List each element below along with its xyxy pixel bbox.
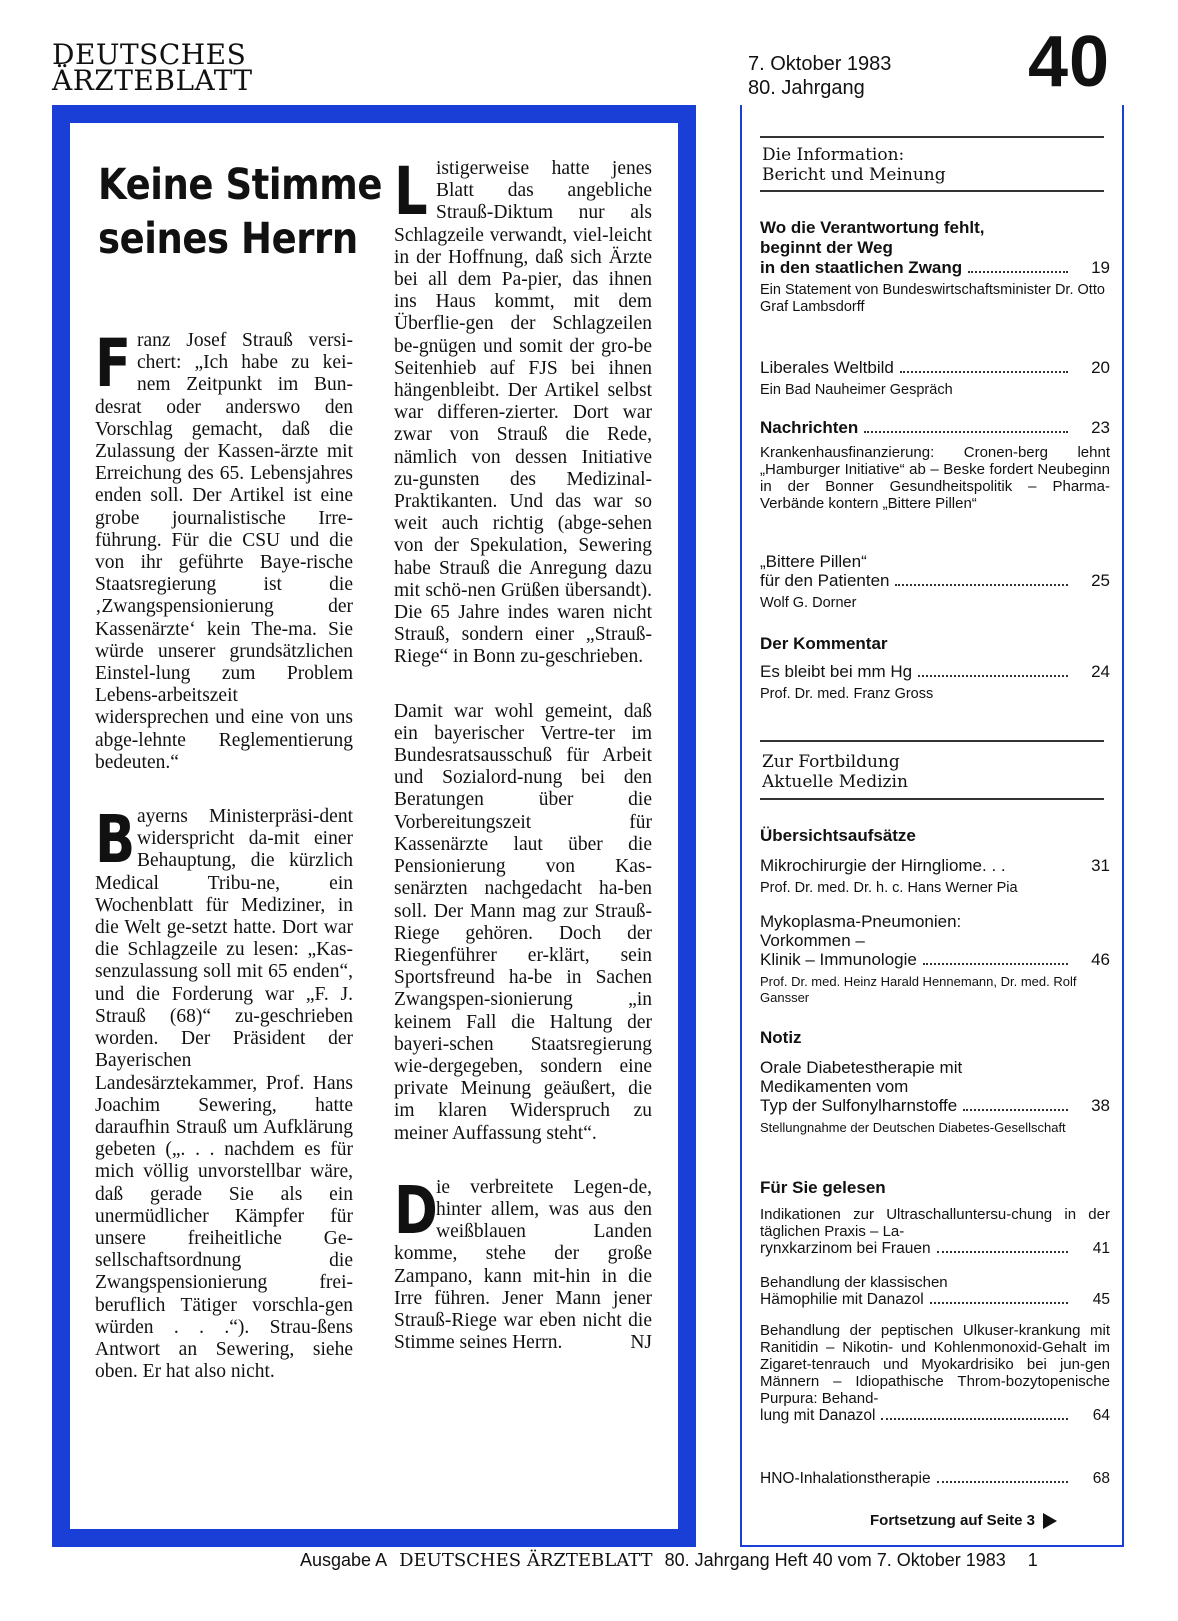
author-signature: NJ — [630, 1332, 652, 1354]
toc-subtitle: Prof. Dr. med. Franz Gross — [760, 686, 934, 702]
toc-entry[interactable]: Indikationen zur Ultraschalluntersu-chung in der täglichen Praxis – La- rynxkarzinom bei Frauen 41 — [760, 1206, 1110, 1257]
toc-subtitle: Ein Bad Nauheimer Gespräch — [760, 382, 953, 398]
paragraph-text: istigerweise hatte jenes Blatt das angebliche Strauß-Diktum nur als Schlagzeile verwandt, viel-leicht in der Hoffnung, daß sich Ärzte bei all dem Pa-pier, das ihnen ins Haus kommt, mit dem Überflie-gen der Schlagzeilen be-gnügen und somit der gro-be Seitenhieb auf FJS bei ihnen hängenbleibt. Der Artikel selbst war differen-zierter. Dort war zwar von Strauß die Rede, nämlich von dessen Initiative zu-gunsten des Medizinal-Praktikanten. Und das war so weit auch richtig (abge-sehen von der Spekulation, Sewering habe Strauß die Anregung dazu mit schö-nen Grüßen übersandt). Die 65 Jahre indes waren nicht Strauß, sondern einer „Strauß-Riege“ in Bonn zu-geschrieben. — [394, 158, 652, 668]
toc-subtitle: Prof. Dr. med. Dr. h. c. Hans Werner Pia — [760, 880, 1018, 896]
paragraph: Damit war wohl gemeint, daß ein bayerischer Vertre-ter im Bundesratsausschuß für Arbeit und Sozialord-nung bei den Beratungen über die Vorbereitungszeit für Kassenärzte laut über die Pensionierung von Kas-senärzten nachgedacht ha-ben soll. Der Mann mag zur Strauß-Riege gehören. Doch der Riegenführer er-klärt, sein Sportsfreund ha-be in Sachen Zwangspen-sionierung „in keinem Fall die Haltung der bayeri-schen Staatsregierung wie-dergegeben, sondern eine private Meinung geäußert, die im klaren Widerspruch zu meiner Auffassung steht“. — [394, 700, 652, 1144]
page-number: 31 — [1091, 856, 1110, 875]
toc-entry[interactable]: Es bleibt bei mm Hg 24 Prof. Dr. med. Franz Gross — [760, 662, 1110, 702]
continued-link[interactable]: Fortsetzung auf Seite 3 — [870, 1512, 1057, 1529]
divider — [760, 740, 1104, 742]
toc-category-kommentar: Der Kommentar — [760, 634, 888, 653]
issue-number: 40 — [1028, 22, 1111, 102]
page-number: 68 — [1092, 1470, 1110, 1487]
page-number: 38 — [1091, 1096, 1110, 1115]
divider — [760, 798, 1104, 800]
toc-entry[interactable]: Liberales Weltbild 20 Ein Bad Nauheimer Gespräch — [760, 358, 1110, 398]
page-number: 23 — [1091, 418, 1110, 437]
toc-section-title-2: Zur Fortbildung Aktuelle Medizin — [762, 752, 908, 792]
drop-cap: F — [95, 325, 132, 402]
divider — [760, 190, 1104, 192]
toc-subtitle: Stellungnahme der Deutschen Diabetes-Gesellschaft — [760, 1120, 1066, 1135]
page-footer — [300, 1550, 1038, 1571]
page-number: 20 — [1091, 358, 1110, 377]
toc-category-notiz: Notiz — [760, 1028, 802, 1047]
article-column-1 — [95, 325, 353, 1383]
headline-line2: seines Herrn — [98, 214, 358, 264]
paragraph-text: ie verbreitete Legen-de, hinter allem, was aus den weißblauen Landen komme, stehe der große Zampano, kann mit-hin in die Irre führen. Jener Mann jener Strauß-Riege war eben nicht die Stimme seines Herrn. — [394, 1176, 652, 1354]
paragraph-text: ranz Josef Strauß versi-chert: „Ich habe zu kei-nem Zeitpunkt im Bun-desrat oder anderswo den Vorschlag gemacht, daß die Zulassung der Kassen-ärzte mit Erreichung des 65. Lebensjahres enden soll. Der Artikel ist eine grobe journalistische Irre-führung. Für die CSU und die von ihr geführte Baye-rische Staatsregierung ist die ‚Zwangspensionierung der Kassenärzte‘ kein The-ma. Sie würde unserer grundsätzlichen Einstel-lung zum Problem Lebens-arbeitszeit widersprechen und eine von uns abge-lehnte Reglementierung bedeuten.“ — [95, 330, 353, 773]
article-column-2 — [394, 153, 652, 1354]
issue-info — [748, 52, 891, 100]
issue-volume: 80. Jahrgang — [748, 77, 865, 99]
toc-subtitle: Prof. Dr. med. Heinz Harald Hennemann, Dr. med. Rolf Gansser — [760, 974, 1077, 1005]
headline-line1: Keine Stimme — [98, 160, 383, 210]
paragraph-text: ayerns Ministerpräsi-dent widerspricht da-mit einer Behauptung, die kürzlich Medical Tribu-ne, ein Wochenblatt für Mediziner, in die Welt ge-setzt hatte. Dort war die Schlagzeile zu lesen: „Kas-senzulassung soll mit 65 enden“, und die Forderung war „F. J. Strauß (68)“ zu-geschrieben worden. Der Präsident der Bayerischen Landesärztekammer, Prof. Hans Joachim Sewering, hatte daraufhin Strauß um Aufklärung gebeten („. . . nachdem es für mich völlig unvorstellbar wäre, daß gerade Sie als ein unermüdlicher Kämpfer für unsere freiheitliche Ge-sellschaftsordnung die Zwangspensionierung frei-beruflich Tätiger vorschla-gen würden . . .“). Strau-ßens Antwort an Sewering, siehe oben. Er hat also nicht. — [95, 806, 353, 1383]
toc-entry[interactable]: „Bittere Pillen“ für den Patienten 25 Wolf G. Dorner — [760, 552, 1110, 611]
page-number: 64 — [1092, 1407, 1110, 1424]
footer-page-number: 1 — [1027, 1550, 1038, 1570]
toc-entry[interactable]: Wo die Verantwortung fehlt, beginnt der Weg in den staatlichen Zwang 19 Ein Statement von Bundeswirtschaftsminister Dr. Otto Graf Lambsdorff — [760, 218, 1110, 315]
page-number: 41 — [1092, 1240, 1110, 1257]
arrow-right-icon — [1043, 1513, 1057, 1529]
page-number: 19 — [1091, 258, 1110, 277]
page-number: 25 — [1091, 571, 1110, 590]
paragraph — [95, 325, 353, 774]
toc-entry[interactable]: Nachrichten 23 Krankenhausfinanzierung: Cronen-berg lehnt „Hamburger Initiative“ ab – Beske fordert Neubeginn in der Bonner Gesundheitspolitik – Pharma-Verbände kontern „Bittere Pillen“ — [760, 418, 1110, 512]
divider — [760, 136, 1104, 138]
paragraph — [95, 801, 353, 1383]
toc-category-uebersicht: Übersichtsaufsätze — [760, 826, 916, 845]
toc-subtitle: Wolf G. Dorner — [760, 595, 857, 611]
footer-edition: Ausgabe A — [300, 1550, 388, 1570]
masthead-line1: DEUTSCHES — [52, 38, 247, 71]
toc-section-title-1: Die Information: Bericht und Meinung — [762, 145, 946, 185]
toc-entry[interactable]: HNO-Inhalationstherapie 68 — [760, 1470, 1110, 1487]
toc-entry[interactable]: Orale Diabetestherapie mit Medikamenten vom Typ der Sulfonylharnstoffe 38 Stellungnahme der Deutschen Diabetes-Gesellschaft — [760, 1058, 1110, 1135]
paragraph — [394, 153, 652, 669]
masthead-logo — [52, 38, 253, 97]
toc-subtitle: Krankenhausfinanzierung: Cronen-berg lehnt „Hamburger Initiative“ ab – Beske fordert Neubeginn in der Bonner Gesundheitspolitik – Pharma-Verbände kontern „Bittere Pillen“ — [760, 444, 1110, 512]
footer-issue: 80. Jahrgang Heft 40 vom 7. Oktober 1983 — [664, 1550, 1006, 1570]
drop-cap: D — [394, 1171, 438, 1249]
page-number: 45 — [1092, 1291, 1110, 1308]
toc-entry[interactable]: Mikrochirurgie der Hirngliome. . . 31 Prof. Dr. med. Dr. h. c. Hans Werner Pia — [760, 856, 1110, 896]
page-number: 24 — [1091, 662, 1110, 681]
toc-entry[interactable]: Behandlung der peptischen Ulkuser-krankung mit Ranitidin – Nikotin- und Kohlenmonoxid-Gehalt im Zigaret-tenrauch und Myokardrisiko bei jun-gen Männern – Idiopathische Throm-bozytopenische Purpura: Behand- lung mit Danazol 64 — [760, 1322, 1110, 1424]
page-number: 46 — [1091, 950, 1110, 969]
masthead-line2: ÄRZTEBLATT — [52, 64, 253, 97]
drop-cap: B — [95, 801, 136, 879]
toc-entry[interactable]: Mykoplasma-Pneumonien: Vorkommen – Klinik – Immunologie 46 Prof. Dr. med. Heinz Harald Hennemann, Dr. med. Rolf Gansser — [760, 912, 1110, 1005]
toc-entry[interactable]: Behandlung der klassischen Hämophilie mit Danazol 45 — [760, 1274, 1110, 1308]
toc-category-gelesen: Für Sie gelesen — [760, 1178, 886, 1197]
paragraph — [394, 1171, 652, 1355]
toc-subtitle: Ein Statement von Bundeswirtschaftsminister Dr. Otto Graf Lambsdorff — [760, 282, 1105, 315]
drop-cap: L — [394, 153, 428, 230]
footer-journal: DEUTSCHES ÄRZTEBLATT — [399, 1550, 653, 1571]
article-headline — [98, 158, 382, 266]
issue-date: 7. Oktober 1983 — [748, 53, 892, 75]
